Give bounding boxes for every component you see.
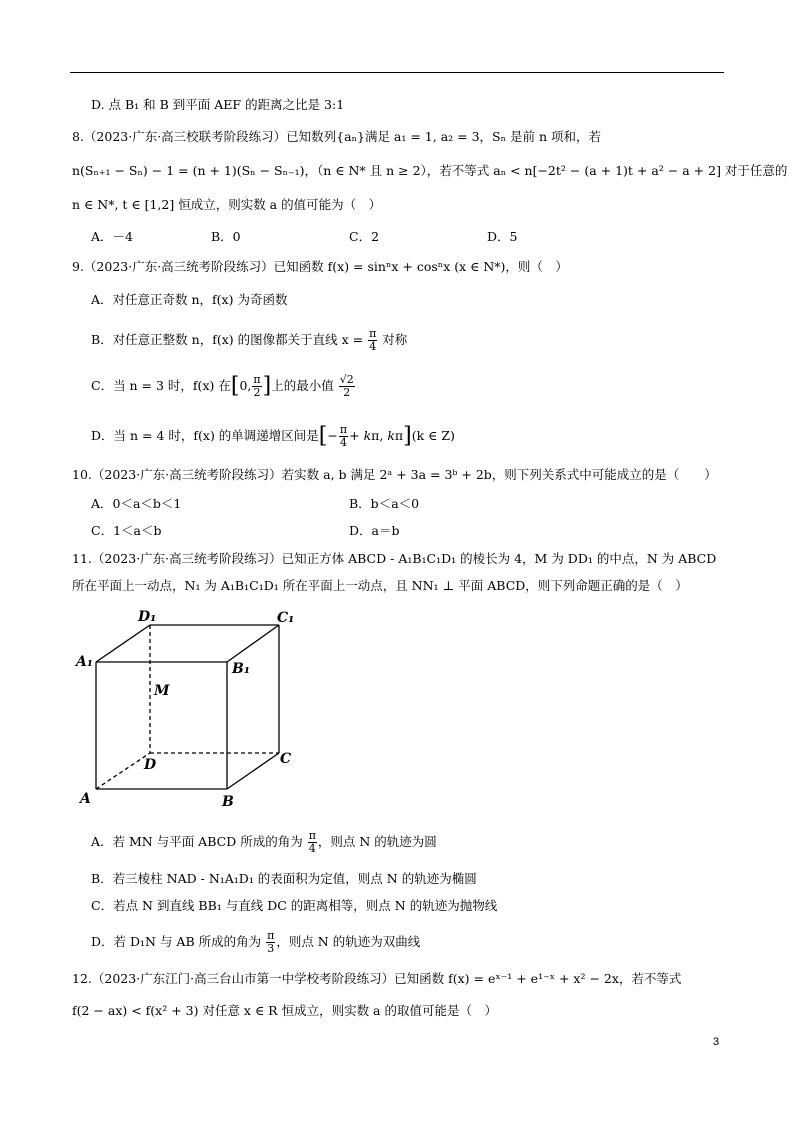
bracket-right: ] [403,423,412,449]
fraction-numerator: π [369,327,377,340]
q8-stem-line1: 8.（2023·广东·高三校联考阶段练习）已知数列{aₙ}满足 a₁ = 1, a₂ = 3，Sₙ 是前 n 项和，若 [72,129,601,144]
label-a1: A₁ [76,654,93,670]
q9-option-d-text: D．当 n = 4 时，f(x) 的单调递增区间是 [91,428,319,443]
q10-option-c: C．1＜a＜b [91,523,162,538]
q8-option-b: B．0 [211,229,241,244]
fraction-denominator: 2 [343,386,351,399]
fraction-numerator: π [308,829,316,842]
q9-option-b-fraction [368,328,377,353]
q8-option-c: C．2 [349,229,380,244]
fraction-numerator: π [267,929,275,942]
label-d: D [144,757,157,773]
q12-stem-line2: f(2 − ax) < f(x² + 3) 对任意 x ∈ R 恒成立，则实数 a 的取值可能是（ ） [72,1003,497,1018]
q11-option-a-text: A．若 MN 与平面 ABCD 所成的角为 [91,834,303,849]
label-d1: D₁ [138,609,157,625]
q9-option-c-text: C．当 n = 3 时，f(x) 在 [91,378,231,393]
q9-option-b-text: B．对任意正整数 n，f(x) 的图像都关于直线 x = [91,332,364,347]
q8-option-a: A．－4 [91,229,133,244]
q9-option-c-mid: 上的最小值 [271,378,334,393]
edge-a1-d1 [96,625,150,662]
q10-stem: 10.（2023·广东·高三统考阶段练习）若实数 a, b 满足 2ᵃ + 3a = 3ᵇ + 2b，则下列关系式中可能成立的是（ ） [72,467,717,482]
q9-option-c-interval-fraction [252,374,261,399]
q11-option-c: C．若点 N 到直线 BB₁ 与直线 DC 的距离相等，则点 N 的轨迹为抛物线 [91,898,498,913]
cube-figure [72,605,312,810]
bracket-left: [ [318,423,328,449]
label-c1: C₁ [277,610,295,626]
label-m: M [154,683,170,699]
bracket-left: [ [230,373,240,399]
fraction-denominator: 4 [308,842,316,855]
q10-option-b: B．b＜a＜0 [349,496,420,511]
edge-b-c [227,753,279,789]
q8-stem-line3: n ∈ N*, t ∈ [1,2] 恒成立，则实数 a 的值可能为（ ） [72,197,382,212]
q9-option-c: C．当 n = 3 时，f(x) 在[0, $\frac{\pi}{2}$ ]上的最小值 $\frac{√2}{2}$ [91,373,354,399]
fraction-numerator: π [339,423,348,436]
edge-a-d-hidden [96,753,150,789]
q11-option-d [91,928,420,956]
edge-b1-c1 [227,625,279,662]
q9-option-c-fraction [339,374,355,399]
label-c: C [280,751,292,767]
q11-option-b: B．若三棱柱 NAD - N₁A₁D₁ 的表面积为定值，则点 N 的轨迹为椭圆 [91,871,477,886]
label-b: B [222,794,234,810]
q9-option-b [91,326,407,354]
q9-option-d-fraction [339,424,348,449]
q8-stem-line2: n(Sₙ₊₁ − Sₙ) − 1 = (n + 1)(Sₙ − Sₙ₋₁)，（n ∈ N* 且 n ≥ 2），若不等式 aₙ < n[−2t² − (a + 1)t + a² − a + 2] 对于任意的 [72,163,788,178]
page-number: 3 [713,1036,720,1048]
q11-option-a-tail: ，则点 N 的轨迹为圆 [317,834,437,849]
fraction-numerator: π [253,373,261,386]
q11-option-d-tail: ，则点 N 的轨迹为双曲线 [276,934,421,949]
q9-option-b-tail: 对称 [382,332,408,347]
q11-option-d-text: D．若 D₁N 与 AB 所成的角为 [91,934,262,949]
q7-option-d: D. 点 B₁ 和 B 到平面 AEF 的距离之比是 3:1 [91,97,345,112]
q9-option-a: A．对任意正奇数 n，f(x) 为奇函数 [91,292,288,307]
q11-stem-line2: 所在平面上一动点，N₁ 为 A₁B₁C₁D₁ 所在平面上一动点，且 NN₁ ⊥ 平面 ABCD，则下列命题正确的是（ ） [72,578,688,593]
q12-stem-line1: 12.（2023·广东江门·高三台山市第一中学校考阶段练习）已知函数 f(x) = eˣ⁻¹ + e¹⁻ˣ + x² − 2x，若不等式 [72,971,682,986]
q11-option-a [91,828,437,856]
q10-option-d: D．a＝b [349,523,400,538]
fraction-denominator: 3 [267,942,275,955]
q9-stem: 9.（2023·广东·高三统考阶段练习）已知函数 f(x) = sinⁿx + cosⁿx (x ∈ N*)，则（ ） [72,259,568,274]
bracket-right: ] [262,373,272,399]
q11-stem-line1: 11.（2023·广东·高三统考阶段练习）已知正方体 ABCD - A₁B₁C₁D₁ 的棱长为 4，M 为 DD₁ 的中点，N 为 ABCD [72,551,717,566]
fraction-denominator: 4 [339,436,347,449]
q11-option-d-fraction [266,930,275,955]
fraction-denominator: 4 [369,340,377,353]
q10-option-a: A．0＜a＜b＜1 [91,496,182,511]
q9-option-d: D．当 n = 4 时，f(x) 的单调递增区间是[− $\frac{\pi}{4}$ + kπ, kπ](k ∈ Z) [91,423,455,449]
fraction-denominator: 2 [253,386,261,399]
q9-option-d-tail: (k ∈ Z) [411,428,455,443]
q8-option-d: D．5 [487,229,518,244]
q11-option-a-fraction [308,830,317,855]
label-b1: B₁ [232,661,250,677]
header-rule [70,72,724,73]
fraction-numerator: √2 [339,373,354,386]
label-a: A [80,791,91,807]
